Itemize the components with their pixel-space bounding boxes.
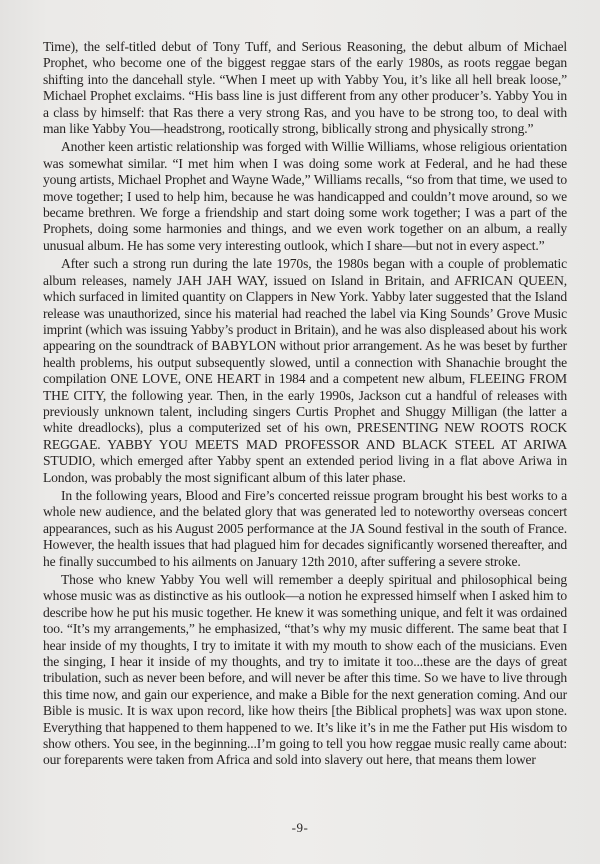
body-text: [43, 39, 567, 769]
paragraph-5: Those who knew Yabby You well will remember a deeply spiritual and philosophical being whose music was as distinctive as his outlook—a notion he expressed himself when I asked him to describe how he put his music together. He knew it was something unique, and felt it was ordained too. “It’s my arrangements,” he emphasized, “that’s why my music different. The same beat that I hear inside of my thoughts, I try to imitate it with my mouth to show each of the musicians. Even the singing, I hear it inside of my thoughts, and try to imitate it too...these are the days of great tribulation, such as never been before, and will never be after this time. So we have to live through this time now, and gain our experience, and make a Bible for the next generation coming. And our Bible is music. It is wax upon record, like how theirs [the Biblical prophets] was wax upon stone. Everything that happened to them happened to we. It’s like it’s in me the Father put His wisdom to show others. You see, in the beginning...I’m going to tell you how reggae music really came about: our foreparents were taken from Africa and sold into slavery out here, that means them lower: [43, 572, 567, 768]
paragraph-2: Another keen artistic relationship was forged with Willie Williams, whose religious orientation was somewhat similar. “I met him when I was doing some work at Federal, and he had these young artists, Michael Prophet and Wayne Wade,” Williams recalls, “so from that time, we used to move together; I used to help him, because he was handicapped and couldn’t move around, so we became brethren. We forge a friendship and start doing some work together; I was a part of the Prophets, doing some harmonies and things, and we even work together on an album, a really unusual album. He has some very interesting outlook, which I share—but not in every aspect.”: [43, 139, 567, 253]
page-number: -9-: [291, 820, 309, 835]
paragraph-1: Time), the self-titled debut of Tony Tuff, and Serious Reasoning, the debut album of Michael Prophet, who become one of the biggest reggae stars of the early 1980s, as roots reggae began shifting into the dancehall style. “When I meet up with Yabby You, it’s like all hell break loose,” Michael Prophet exclaims. “His bass line is just different from any other producer’s. Yabby You in a class by himself: that Ras there a very strong Ras, and you have to be strong too, to deal with man like Yabby You—headstrong, rootically strong, biblically strong and physically strong.”: [43, 39, 567, 137]
paragraph-3: After such a strong run during the late 1970s, the 1980s began with a couple of problematic album releases, namely JAH JAH WAY, issued on Island in Britain, and AFRICAN QUEEN, which surfaced in limited quantity on Clappers in New York. Yabby later suggested that the Island release was unauthorized, since his material had reached the label via King Sounds’ Grove Music imprint (which was issuing Yabby’s product in Britain), and he was also displeased about his work appearing on the soundtrack of BABYLON without prior arrangement. As he was beset by further health problems, his output subsequently slowed, until a connection with Shanachie brought the compilation ONE LOVE, ONE HEART in 1984 and a competent new album, FLEEING FROM THE CITY, the following year. Then, in the early 1990s, Jackson cut a handful of releases with previously unknown talent, including singers Curtis Prophet and Shuggy Milligan (the latter a white dreadlocks), plus a computerized set of his own, PRESENTING NEW ROOTS ROCK REGGAE. YABBY YOU MEETS MAD PROFESSOR AND BLACK STEEL AT ARIWA STUDIO, which emerged after Yabby spent an extended period living in a flat above Ariwa in London, was probably the most significant album of this later phase.: [43, 256, 567, 485]
paragraph-4: In the following years, Blood and Fire’s concerted reissue program brought his best works to a whole new audience, and the belated glory that was generated led to noteworthy overseas concert appearances, such as his August 2005 performance at the JA Sound festival in the south of France. However, the health issues that had plagued him for decades significantly worsened thereafter, and he finally succumbed to his ailments on January 12th 2010, after suffering a severe stroke.: [43, 487, 567, 569]
